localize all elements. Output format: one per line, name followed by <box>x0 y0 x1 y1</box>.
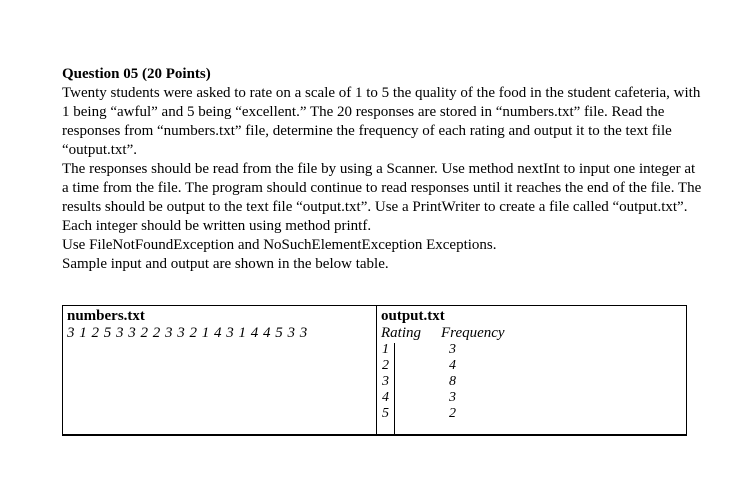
rating-value: 3 <box>382 374 389 389</box>
input-column <box>63 306 377 436</box>
frequency-value: 8 <box>449 374 456 389</box>
rating-value: 4 <box>382 390 389 405</box>
input-values: 3 1 2 5 3 3 2 2 3 3 2 1 4 3 1 4 4 5 3 3 <box>67 325 308 341</box>
frequency-row <box>377 406 686 422</box>
frequency-value: 3 <box>449 342 456 357</box>
frequency-value: 4 <box>449 358 456 373</box>
output-file-header: output.txt <box>381 308 445 324</box>
question-paragraph-3: Use FileNotFoundException and NoSuchElementException Exceptions. <box>62 237 497 253</box>
frequency-label: Frequency <box>441 325 505 341</box>
sample-io-table <box>62 305 687 436</box>
input-file-header: numbers.txt <box>67 308 145 324</box>
question-paragraph-2: The responses should be read from the file by using a Scanner. Use method nextInt to input one integer at a time from the file. The program should continue to read responses until it reaches the end of the file. The results should be output to the text file “output.txt”. Use a PrintWriter to create a file called “output.txt”. Each integer should be written using method printf. <box>62 161 702 234</box>
frequency-row <box>377 390 686 406</box>
rating-column-divider <box>394 343 395 436</box>
frequency-row <box>377 342 686 358</box>
rating-value: 5 <box>382 406 389 421</box>
frequency-value: 2 <box>449 406 456 421</box>
question-paragraph-4: Sample input and output are shown in the below table. <box>62 256 389 272</box>
frequency-row <box>377 358 686 374</box>
frequency-value: 3 <box>449 390 456 405</box>
output-column <box>377 306 686 436</box>
question-paragraph-1: Twenty students were asked to rate on a scale of 1 to 5 the quality of the food in the student cafeteria, with 1 being “awful” and 5 being “excellent.” The 20 responses are stored in “numbers.txt” file. Read the responses from “numbers.txt” file, determine the frequency of each rating and output it to the text file “output.txt”. <box>62 85 701 158</box>
rating-value: 2 <box>382 358 389 373</box>
table-bottom-border <box>63 434 686 436</box>
frequency-row <box>377 374 686 390</box>
question-block <box>62 65 702 274</box>
frequency-header-row <box>377 325 686 342</box>
question-title: Question 05 (20 Points) <box>62 66 211 82</box>
rating-value: 1 <box>382 342 389 357</box>
rating-label: Rating <box>381 325 421 341</box>
